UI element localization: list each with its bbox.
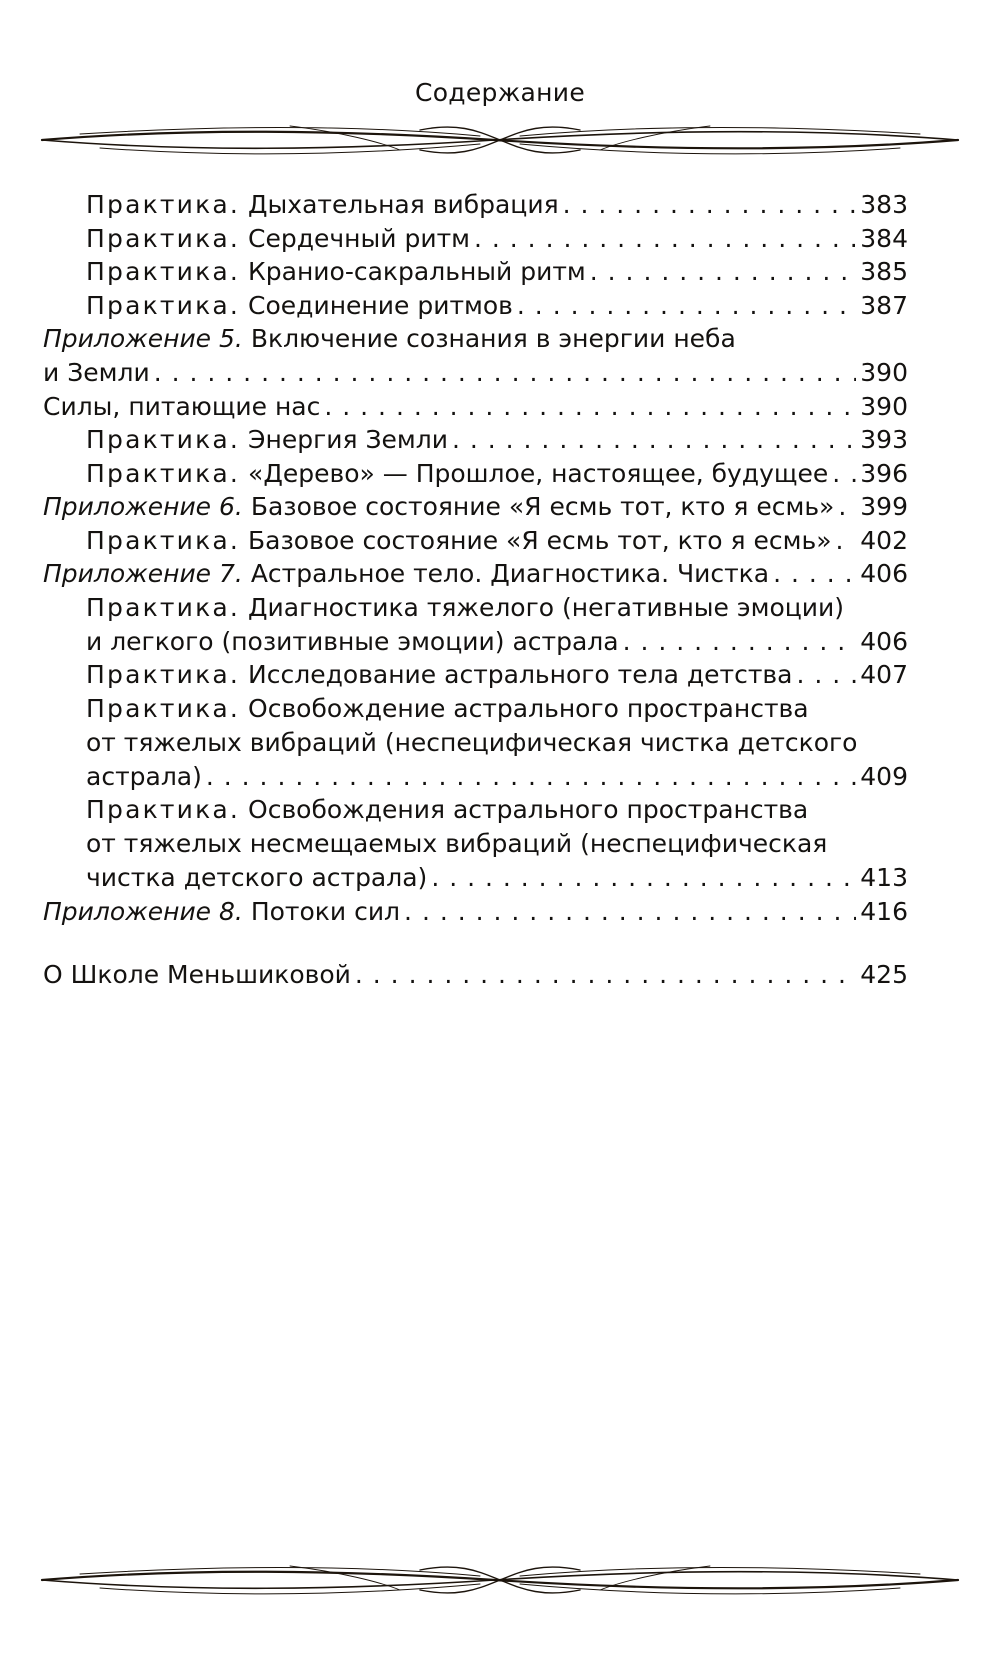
entry-title: О Школе Меньшиковой xyxy=(43,960,351,989)
toc-entry[interactable] xyxy=(43,658,908,692)
decorative-divider-top xyxy=(40,120,960,160)
dot-leader xyxy=(836,524,857,558)
entry-prefix: Практика. xyxy=(86,223,241,253)
toc-entry[interactable] xyxy=(43,591,908,625)
toc-entry[interactable] xyxy=(43,222,908,256)
toc-entry-continuation[interactable] xyxy=(43,760,908,794)
page-header-title: Содержание xyxy=(414,78,586,107)
entry-prefix: Приложение 7. xyxy=(43,559,243,588)
toc-entry-continuation[interactable] xyxy=(43,356,908,390)
page-number: 413 xyxy=(860,863,908,892)
dot-leader xyxy=(324,390,856,424)
dot-leader xyxy=(517,289,856,323)
page-number: 399 xyxy=(860,492,908,521)
decorative-divider-bottom xyxy=(40,1560,960,1600)
dot-leader xyxy=(355,958,856,992)
page-number: 384 xyxy=(860,223,908,253)
toc-entry[interactable] xyxy=(43,423,908,457)
entry-prefix: Приложение 6. xyxy=(43,492,243,521)
entry-title: Силы, питающие нас xyxy=(43,391,321,421)
page-number: 406 xyxy=(860,559,908,588)
entry-prefix: Практика. xyxy=(86,425,241,454)
entry-title: Исследование астрального тела детства xyxy=(240,660,793,689)
toc-entry[interactable] xyxy=(43,390,908,424)
toc-entry-continuation[interactable] xyxy=(43,726,908,760)
entry-title: Астральное тело. Диагностика. Чистка xyxy=(242,559,770,588)
dot-leader xyxy=(474,222,856,256)
entry-prefix: Практика. xyxy=(86,257,241,286)
toc-entry[interactable] xyxy=(43,557,908,591)
entry-title: Дыхательная вибрация xyxy=(240,190,559,219)
dot-leader xyxy=(773,557,856,591)
entry-prefix: Практика. xyxy=(86,795,241,824)
entry-title-continued: от тяжелых несмещаемых вибраций (неспецифическая xyxy=(86,829,828,858)
toc-entry-continuation[interactable] xyxy=(43,861,908,895)
entry-title-continued: чистка детского астрала) xyxy=(86,863,428,892)
entry-title: Соединение ритмов xyxy=(240,290,513,320)
toc-entry-continuation[interactable] xyxy=(43,625,908,659)
entry-prefix: Практика. xyxy=(86,693,241,723)
page-number: 393 xyxy=(860,425,908,454)
toc-entry[interactable] xyxy=(43,255,908,289)
page-number: 390 xyxy=(860,391,908,421)
entry-prefix: Практика. xyxy=(86,190,241,219)
entry-title: Энергия Земли xyxy=(240,425,448,454)
entry-title: Базовое состояние «Я есмь тот, кто я есмь» xyxy=(240,525,832,555)
dot-leader xyxy=(832,457,856,491)
entry-title-continued: от тяжелых вибраций (неспецифическая чистка детского xyxy=(86,727,858,757)
entry-title: Освобождения астрального пространства xyxy=(240,795,809,824)
page-number: 396 xyxy=(860,458,908,488)
entry-title: Сердечный ритм xyxy=(240,223,470,253)
page-number: 402 xyxy=(860,525,908,555)
entry-title: «Дерево» — Прошлое, настоящее, будущее xyxy=(240,458,829,488)
entry-title: Кранио-сакральный ритм xyxy=(240,257,586,286)
dot-leader xyxy=(796,658,856,692)
entry-prefix: Практика. xyxy=(86,660,241,689)
toc-entry-continuation[interactable] xyxy=(43,827,908,861)
page-number: 385 xyxy=(860,257,908,286)
page-number: 406 xyxy=(860,626,908,656)
toc-entry[interactable] xyxy=(43,490,908,524)
page-number: 407 xyxy=(860,660,908,689)
toc-entry[interactable] xyxy=(43,457,908,491)
entry-title-continued: астрала) xyxy=(86,761,202,791)
entry-title-continued: и Земли xyxy=(43,358,150,387)
page-number: 387 xyxy=(860,290,908,320)
entry-prefix: Приложение 5. xyxy=(43,324,243,353)
entry-title: Освобождение астрального пространства xyxy=(240,693,809,723)
entry-prefix: Приложение 8. xyxy=(43,896,243,926)
dot-leader xyxy=(838,490,856,524)
dot-leader xyxy=(154,356,857,390)
dot-leader xyxy=(590,255,857,289)
entry-title: Базовое состояние «Я есмь тот, кто я есмь» xyxy=(242,492,835,521)
dot-leader xyxy=(623,625,857,659)
entry-title: Диагностика тяжелого (негативные эмоции) xyxy=(240,592,845,622)
dot-leader xyxy=(431,861,856,895)
page-number: 416 xyxy=(860,896,908,926)
dot-leader xyxy=(563,188,857,222)
entry-prefix: Практика. xyxy=(86,458,241,488)
toc-entry[interactable] xyxy=(43,793,908,827)
dot-leader xyxy=(452,423,856,457)
entry-title-continued: и легкого (позитивные эмоции) астрала xyxy=(86,626,619,656)
page-number: 425 xyxy=(860,960,908,989)
entry-prefix: Практика. xyxy=(86,592,241,622)
toc-entry[interactable] xyxy=(43,692,908,726)
toc-entry[interactable] xyxy=(43,322,908,356)
toc-entry[interactable] xyxy=(43,524,908,558)
page-number: 383 xyxy=(860,190,908,219)
dot-leader xyxy=(206,760,856,794)
entry-title: Включение сознания в энергии неба xyxy=(242,324,736,353)
entry-prefix: Практика. xyxy=(86,290,241,320)
toc-entry[interactable] xyxy=(43,895,908,929)
dot-leader xyxy=(404,895,856,929)
toc-entry[interactable] xyxy=(43,958,908,992)
table-of-contents xyxy=(43,188,908,992)
page-number: 390 xyxy=(860,358,908,387)
page-number: 409 xyxy=(860,761,908,791)
entry-prefix: Практика. xyxy=(86,525,241,555)
entry-title: Потоки сил xyxy=(242,896,401,926)
toc-entry[interactable] xyxy=(43,188,908,222)
toc-entry[interactable] xyxy=(43,289,908,323)
